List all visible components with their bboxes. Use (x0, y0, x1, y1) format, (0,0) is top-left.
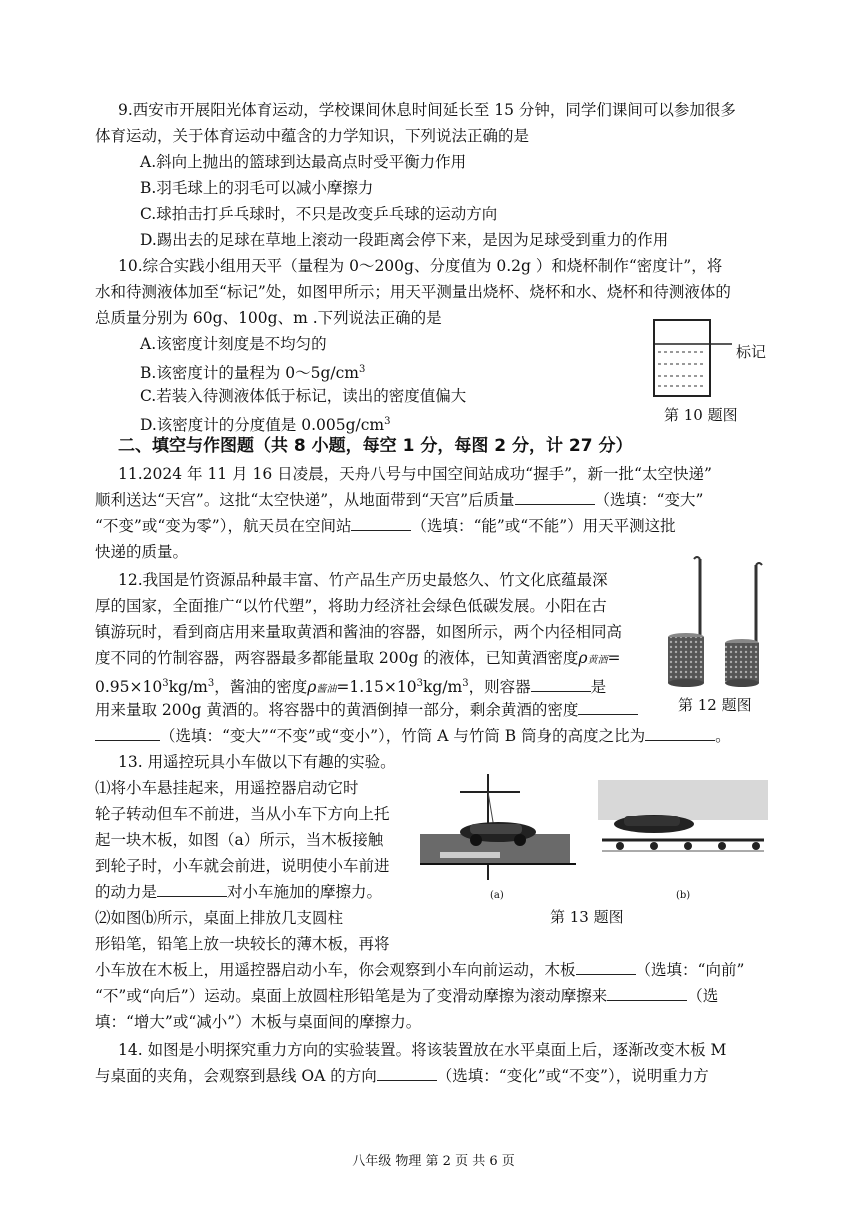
q11-blank-1[interactable] (515, 490, 595, 505)
q13-figure-caption: 第 13 题图 (550, 908, 624, 926)
q10-line1: 10.综合实践小组用天平（量程为 0～200g、分度值为 0.2g ）和烧杯制作“密度计”，将 (118, 257, 723, 275)
q12-line7: （选填：“变大”“不变”或“变小”），竹筒 A 与竹筒 B 筒身的高度之比为 。 (95, 726, 731, 746)
q12-line1: 12.我国是竹资源品种最丰富、竹产品生产历史最悠久、竹文化底蕴最深 (118, 571, 608, 589)
q14-blank-1[interactable] (377, 1066, 437, 1081)
q12-line3: 镇游玩时，看到商店用来量取黄酒和酱油的容器，如图所示，两个内径相同高 (95, 623, 623, 641)
q12-blank-3[interactable] (645, 726, 715, 741)
q11-line2: 顺利送达“天宫”。这批“太空快递”，从地面带到“天宫”后质量 （选填：“变大” (95, 491, 704, 509)
fig13-label-b: (b) (676, 890, 691, 901)
q14-line1: 14. 如图是小明探究重力方向的实验装置。将该装置放在水平桌面上后，逐渐改变木板 M (118, 1041, 727, 1059)
q10-figure-caption: 第 10 题图 (664, 406, 738, 424)
q10-option-d: D.该密度计的分度值是 $0.005g/cm^3$ (140, 416, 391, 435)
bamboo-cups-figure (664, 555, 772, 690)
q10-line2: 水和待测液体加至“标记”处，如图甲所示；用天平测量出烧杯、烧杯和水、烧杯和待测液体的 (95, 283, 731, 301)
q12-blank-1[interactable] (531, 677, 591, 692)
q13-p2-line2: 形铅笔，铅笔上放一块较长的薄木板，再将 (95, 935, 390, 953)
q12-line5: $0.95\times 10^3kg/m^3$，酱油的密度ρ酱油$=1.15\times 10^3kg/m^3$，则容器 是 (95, 678, 607, 697)
q9-option-b: B.羽毛球上的羽毛可以减小摩擦力 (140, 179, 374, 197)
q11-blank-2[interactable] (351, 516, 411, 531)
fig13-label-a: (a) (490, 890, 504, 901)
q13-p2-line1: ⑵如图⒝所示，桌面上排放几支圆柱 (95, 909, 344, 927)
q12-line2: 厚的国家，全面推广“以竹代塑”，将助力经济社会绿色低碳发展。小阳在古 (95, 597, 607, 615)
q13-blank-3[interactable] (607, 986, 687, 1001)
q12-line6: 用来量取 200g 黄酒的。将容器中的黄酒倒掉一部分，剩余黄酒的密度 (95, 700, 638, 720)
q11-line3: “不变”或“变为零”），航天员在空间站 （选填：“能”或“不能”）用天平测这批 (95, 517, 676, 535)
q12-figure-caption: 第 12 题图 (678, 696, 752, 714)
q12-line4: 度不同的竹制容器，两容器最多都能量取 200g 的液体，已知黄酒密度ρ黄酒= (95, 649, 621, 667)
q13-p2-line3: 小车放在木板上，用遥控器启动小车，你会观察到小车向前运动，木板 （选填：“向前” (95, 961, 745, 979)
q10-option-b: B.该密度计的量程为 $0\sim 5g/cm^3$ (140, 364, 366, 383)
q13-line1: 13. 用遥控玩具小车做以下有趣的实验。 (118, 753, 396, 771)
q13-blank-1[interactable] (157, 882, 227, 897)
q9-option-d: D.踢出去的足球在草地上滚动一段距离会停下来，是因为足球受到重力的作用 (140, 231, 669, 249)
q10-option-a: A.该密度计刻度是不均匀的 (140, 335, 327, 353)
q13-p1-line1: ⑴将小车悬挂起来，用遥控器启动它时 (95, 779, 359, 797)
toy-car-suspended-figure (420, 772, 580, 894)
toy-car-pencils-figure (598, 780, 768, 862)
q9-line2: 体育运动，关于体育运动中蕴含的力学知识，下列说法正确的是 (95, 127, 530, 145)
q12-blank-2-cont[interactable] (95, 726, 160, 741)
q13-p2-line4: “不”或“向后”）运动。桌面上放圆柱形铅笔是为了变滑动摩擦为滚动摩擦来 （选 (95, 987, 719, 1005)
q13-p2-line5: 填：“增大”或“减小”）木板与桌面间的摩擦力。 (95, 1013, 422, 1031)
q12-blank-2[interactable] (578, 700, 638, 715)
q13-blank-2[interactable] (576, 960, 636, 975)
q10-option-c: C.若装入待测液体低于标记，读出的密度值偏大 (140, 387, 467, 405)
q11-line1: 11.2024 年 11 月 16 日凌晨，天舟八号与中国空间站成功“握手”，新一批“太空快递” (118, 465, 712, 483)
q13-p1-line2: 轮子转动但车不前进，当从小车下方向上托 (95, 805, 390, 823)
q11-line4: 快递的质量。 (95, 543, 189, 561)
q14-line2: 与桌面的夹角，会观察到悬线 OA 的方向 （选填：“变化”或“不变”），说明重力方 (95, 1067, 709, 1085)
q13-p1-line3: 起一块木板，如图（a）所示，当木板接触 (95, 831, 384, 849)
beaker-mark-label: 标记 (736, 343, 767, 361)
q9-option-a: A.斜向上抛出的篮球到达最高点时受平衡力作用 (140, 153, 467, 171)
q13-p1-line4: 到轮子时，小车就会前进，说明使小车前进 (95, 857, 390, 875)
page-footer: 八年级 物理 第 2 页 共 6 页 (352, 1154, 515, 1169)
q13-p1-line5: 的动力是 对小车施加的摩擦力。 (95, 883, 383, 901)
q10-line3: 总质量分别为 60g、100g、m .下列说法正确的是 (95, 309, 442, 327)
q9-option-c: C.球拍击打乒乓球时，不只是改变乒乓球的运动方向 (140, 205, 498, 223)
section-2-heading: 二、填空与作图题（共 8 小题，每空 1 分，每图 2 分，计 27 分） (118, 436, 633, 456)
q9-line1: 9.西安市开展阳光体育运动，学校课间休息时间延长至 15 分钟，同学们课间可以参加很多 (118, 101, 736, 119)
